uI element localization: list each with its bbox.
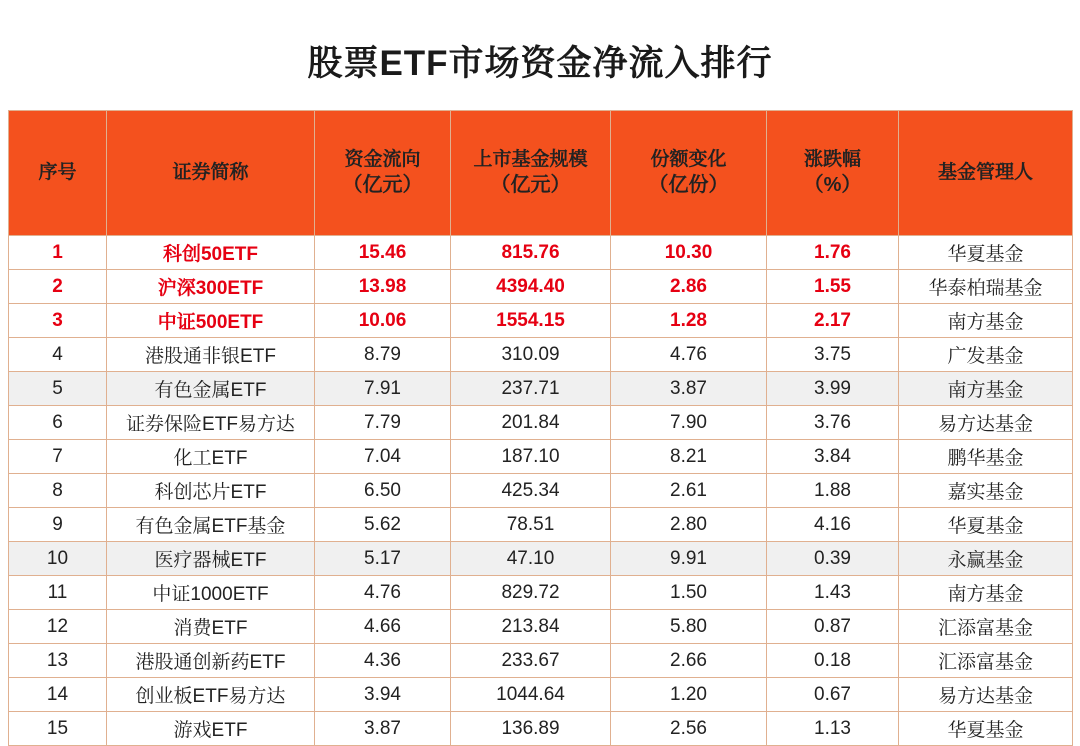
cell-share-change: 2.56 [611, 712, 767, 746]
column-header-share-change: 份额变化 （亿份） [611, 111, 767, 236]
cell-price-change: 0.18 [767, 644, 899, 678]
cell-index: 2 [9, 270, 107, 304]
cell-fund-scale: 815.76 [451, 236, 611, 270]
cell-price-change: 4.16 [767, 508, 899, 542]
cell-fund-flow: 4.36 [315, 644, 451, 678]
cell-fund-flow: 15.46 [315, 236, 451, 270]
table-row [9, 508, 1073, 542]
cell-price-change: 0.39 [767, 542, 899, 576]
cell-fund-scale: 213.84 [451, 610, 611, 644]
cell-fund-scale: 78.51 [451, 508, 611, 542]
cell-security-name: 科创50ETF [107, 236, 315, 270]
cell-fund-manager: 华夏基金 [899, 236, 1073, 270]
table-row [9, 440, 1073, 474]
table-row [9, 610, 1073, 644]
cell-price-change: 1.13 [767, 712, 899, 746]
cell-index: 12 [9, 610, 107, 644]
cell-fund-flow: 4.76 [315, 576, 451, 610]
cell-index: 5 [9, 372, 107, 406]
cell-fund-flow: 6.50 [315, 474, 451, 508]
cell-share-change: 3.87 [611, 372, 767, 406]
cell-price-change: 1.43 [767, 576, 899, 610]
table-row [9, 406, 1073, 440]
cell-index: 13 [9, 644, 107, 678]
column-header-price-change: 涨跌幅 （%） [767, 111, 899, 236]
cell-share-change: 2.61 [611, 474, 767, 508]
cell-fund-manager: 南方基金 [899, 576, 1073, 610]
cell-fund-scale: 233.67 [451, 644, 611, 678]
cell-security-name: 中证1000ETF [107, 576, 315, 610]
cell-share-change: 10.30 [611, 236, 767, 270]
cell-security-name: 有色金属ETF [107, 372, 315, 406]
cell-price-change: 1.76 [767, 236, 899, 270]
cell-share-change: 1.50 [611, 576, 767, 610]
cell-security-name: 港股通创新药ETF [107, 644, 315, 678]
cell-share-change: 4.76 [611, 338, 767, 372]
table-header [9, 111, 1073, 236]
cell-index: 1 [9, 236, 107, 270]
cell-fund-manager: 南方基金 [899, 304, 1073, 338]
cell-price-change: 3.99 [767, 372, 899, 406]
cell-security-name: 科创芯片ETF [107, 474, 315, 508]
cell-index: 11 [9, 576, 107, 610]
cell-security-name: 有色金属ETF基金 [107, 508, 315, 542]
cell-fund-scale: 47.10 [451, 542, 611, 576]
cell-fund-manager: 华泰柏瑞基金 [899, 270, 1073, 304]
cell-security-name: 医疗器械ETF [107, 542, 315, 576]
column-header-fund-flow: 资金流向 （亿元） [315, 111, 451, 236]
cell-price-change: 1.55 [767, 270, 899, 304]
table-row [9, 644, 1073, 678]
table-row [9, 678, 1073, 712]
cell-fund-manager: 嘉实基金 [899, 474, 1073, 508]
cell-fund-flow: 7.91 [315, 372, 451, 406]
cell-security-name: 沪深300ETF [107, 270, 315, 304]
cell-share-change: 1.28 [611, 304, 767, 338]
table-body [9, 236, 1073, 746]
column-header-security-name: 证券简称 [107, 111, 315, 236]
column-header-fund-scale: 上市基金规模 （亿元） [451, 111, 611, 236]
cell-fund-manager: 易方达基金 [899, 406, 1073, 440]
cell-fund-flow: 5.62 [315, 508, 451, 542]
table-row [9, 474, 1073, 508]
cell-index: 14 [9, 678, 107, 712]
cell-fund-manager: 鹏华基金 [899, 440, 1073, 474]
cell-fund-scale: 187.10 [451, 440, 611, 474]
cell-fund-manager: 南方基金 [899, 372, 1073, 406]
table-row [9, 270, 1073, 304]
cell-fund-scale: 829.72 [451, 576, 611, 610]
cell-security-name: 港股通非银ETF [107, 338, 315, 372]
cell-security-name: 消费ETF [107, 610, 315, 644]
etf-ranking-table [8, 110, 1073, 746]
page-title: 股票ETF市场资金净流入排行 [307, 44, 773, 83]
cell-fund-flow: 5.17 [315, 542, 451, 576]
cell-security-name: 创业板ETF易方达 [107, 678, 315, 712]
table-row [9, 712, 1073, 746]
table-row [9, 236, 1073, 270]
cell-fund-manager: 永赢基金 [899, 542, 1073, 576]
cell-fund-manager: 华夏基金 [899, 508, 1073, 542]
table-row [9, 576, 1073, 610]
cell-fund-manager: 广发基金 [899, 338, 1073, 372]
cell-fund-manager: 汇添富基金 [899, 610, 1073, 644]
cell-index: 8 [9, 474, 107, 508]
cell-index: 10 [9, 542, 107, 576]
cell-fund-flow: 4.66 [315, 610, 451, 644]
cell-fund-manager: 华夏基金 [899, 712, 1073, 746]
cell-share-change: 1.20 [611, 678, 767, 712]
cell-security-name: 化工ETF [107, 440, 315, 474]
cell-share-change: 8.21 [611, 440, 767, 474]
cell-fund-scale: 4394.40 [451, 270, 611, 304]
table-row [9, 542, 1073, 576]
column-header-fund-manager: 基金管理人 [899, 111, 1073, 236]
cell-security-name: 中证500ETF [107, 304, 315, 338]
cell-fund-flow: 8.79 [315, 338, 451, 372]
cell-price-change: 2.17 [767, 304, 899, 338]
cell-share-change: 2.80 [611, 508, 767, 542]
cell-fund-flow: 3.87 [315, 712, 451, 746]
cell-fund-manager: 易方达基金 [899, 678, 1073, 712]
cell-fund-scale: 310.09 [451, 338, 611, 372]
cell-fund-flow: 13.98 [315, 270, 451, 304]
cell-price-change: 3.84 [767, 440, 899, 474]
cell-share-change: 9.91 [611, 542, 767, 576]
cell-fund-flow: 10.06 [315, 304, 451, 338]
cell-index: 9 [9, 508, 107, 542]
cell-price-change: 1.88 [767, 474, 899, 508]
cell-security-name: 证券保险ETF易方达 [107, 406, 315, 440]
cell-fund-flow: 7.79 [315, 406, 451, 440]
cell-price-change: 3.76 [767, 406, 899, 440]
table-row [9, 304, 1073, 338]
cell-share-change: 5.80 [611, 610, 767, 644]
cell-fund-flow: 7.04 [315, 440, 451, 474]
cell-share-change: 7.90 [611, 406, 767, 440]
column-header-index: 序号 [9, 111, 107, 236]
cell-fund-scale: 1554.15 [451, 304, 611, 338]
cell-price-change: 3.75 [767, 338, 899, 372]
cell-fund-scale: 201.84 [451, 406, 611, 440]
cell-fund-scale: 1044.64 [451, 678, 611, 712]
cell-security-name: 游戏ETF [107, 712, 315, 746]
cell-index: 4 [9, 338, 107, 372]
cell-share-change: 2.66 [611, 644, 767, 678]
cell-fund-scale: 237.71 [451, 372, 611, 406]
cell-price-change: 0.87 [767, 610, 899, 644]
cell-fund-scale: 425.34 [451, 474, 611, 508]
cell-share-change: 2.86 [611, 270, 767, 304]
cell-fund-manager: 汇添富基金 [899, 644, 1073, 678]
cell-index: 7 [9, 440, 107, 474]
table-row [9, 372, 1073, 406]
table-row [9, 338, 1073, 372]
cell-index: 6 [9, 406, 107, 440]
cell-fund-flow: 3.94 [315, 678, 451, 712]
table-header-row [9, 111, 1073, 236]
cell-index: 15 [9, 712, 107, 746]
cell-price-change: 0.67 [767, 678, 899, 712]
cell-index: 3 [9, 304, 107, 338]
cell-fund-scale: 136.89 [451, 712, 611, 746]
